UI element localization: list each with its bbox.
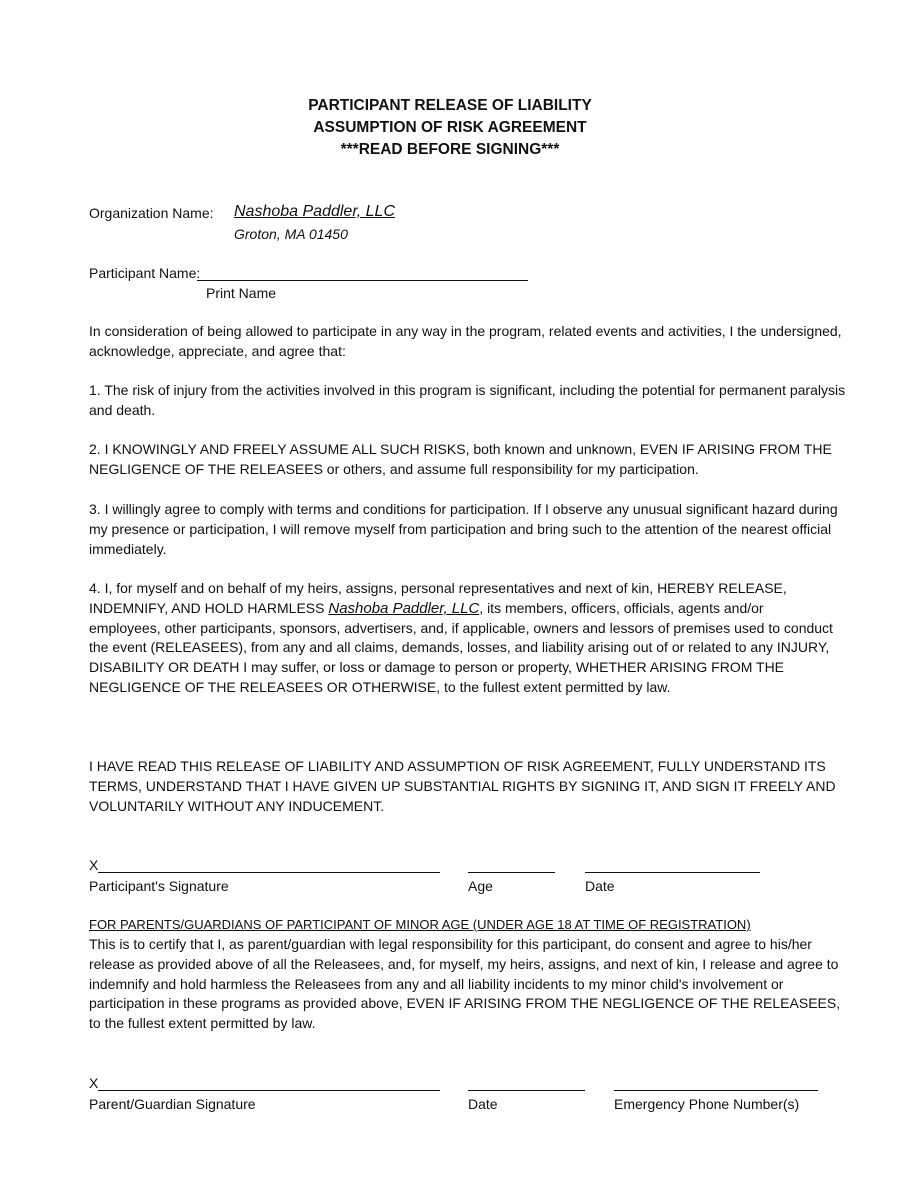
clause-4-line-2 bbox=[89, 599, 819, 619]
acknowledgment-line-2: TERMS, UNDERSTAND THAT I HAVE GIVEN UP SUBSTANTIAL RIGHTS BY SIGNING IT, AND SIGN IT FREELY AND bbox=[89, 777, 836, 794]
clause-2-line-2: NEGLIGENCE OF THE RELEASEES or others, and assume full responsibility for my participation. bbox=[89, 460, 699, 477]
clause-4-line-6: NEGLIGENCE OF THE RELEASEES OR OTHERWISE, to the fullest extent permitted by law. bbox=[89, 678, 671, 695]
clause-4-line-1: 4. I, for myself and on behalf of my heirs, assigns, personal representatives and next of kin, HEREBY RELEASE, bbox=[89, 580, 787, 596]
clause-1 bbox=[89, 381, 846, 421]
organization-location: Groton, MA 01450 bbox=[234, 226, 348, 242]
clause-4-line-4: the event (RELEASEES), from any and all claims, demands, losses, and liability arising out of or related to any INJURY, bbox=[89, 639, 830, 656]
guardian-line-1: This is to certify that I, as parent/guardian with legal responsibility for this participant, do consent and agree to his/her bbox=[89, 936, 812, 952]
title-line-3: ***READ BEFORE SIGNING*** bbox=[340, 141, 560, 158]
guardian-line-3: indemnify and hold harmless the Releasees from any and all liability incidents to my minor child's involvement or bbox=[89, 975, 784, 992]
clause-1-line-2: and death. bbox=[89, 401, 156, 418]
clause-3-line-3: immediately. bbox=[89, 540, 167, 557]
print-name-caption: Print Name bbox=[206, 285, 277, 301]
guardian-signature-caption: Parent/Guardian Signature bbox=[89, 1096, 256, 1112]
acknowledgment-paragraph bbox=[89, 757, 836, 816]
guardian-line-4: participation in these programs as provided above, EVEN IF ARISING FROM THE NEGLIGENCE OF THE RELEASEES, bbox=[89, 995, 841, 1012]
intro-paragraph bbox=[89, 322, 842, 362]
clause-3-line-1: 3. I willingly agree to comply with terms and conditions for participation. If I observe any unusual significant hazard during bbox=[89, 501, 838, 517]
organization-label: Organization Name: bbox=[89, 205, 214, 221]
clause-4-line-5: DISABILITY OR DEATH I may suffer, or loss or damage to person or property, WHETHER ARISING FROM THE bbox=[89, 659, 785, 676]
guardian-line-5: to the fullest extent permitted by law. bbox=[89, 1015, 316, 1032]
clause-1-line-1: 1. The risk of injury from the activities involved in this program is significant, including the potential for permanent paralysis bbox=[89, 382, 846, 398]
participant-date-caption: Date bbox=[585, 878, 615, 894]
form-title bbox=[0, 95, 900, 161]
guardian-paragraph bbox=[89, 935, 841, 1034]
participant-x-mark: X bbox=[89, 857, 99, 873]
guardian-signature-field[interactable] bbox=[98, 1090, 440, 1091]
clause-3-line-2: my presence or participation, I will remove myself from participation and bring such to the attention of the nearest official bbox=[89, 520, 832, 537]
participant-name-label: Participant Name: bbox=[89, 265, 201, 281]
participant-age-field[interactable] bbox=[468, 872, 555, 873]
guardian-date-field[interactable] bbox=[468, 1090, 585, 1091]
clause-4-line-2-before: INDEMNIFY, AND HOLD HARMLESS bbox=[89, 599, 329, 616]
clause-4 bbox=[89, 579, 833, 698]
clause-2 bbox=[89, 440, 832, 480]
participant-name-field[interactable] bbox=[197, 280, 528, 281]
title-line-2: ASSUMPTION OF RISK AGREEMENT bbox=[313, 119, 587, 136]
clause-2-line-1: 2. I KNOWINGLY AND FREELY ASSUME ALL SUCH RISKS, both known and unknown, EVEN IF ARISING FROM THE bbox=[89, 441, 832, 457]
participant-signature-field[interactable] bbox=[98, 872, 440, 873]
clause-4-line-3: employees, other participants, sponsors, advertisers, and, if applicable, owners and lessors of premises used to conduct bbox=[89, 619, 833, 636]
participant-date-field[interactable] bbox=[585, 872, 760, 873]
clause-3 bbox=[89, 500, 838, 559]
guardian-x-mark: X bbox=[89, 1075, 99, 1091]
intro-line-1: In consideration of being allowed to participate in any way in the program, related events and activities, I the undersigned, bbox=[89, 323, 842, 339]
title-line-1: PARTICIPANT RELEASE OF LIABILITY bbox=[308, 97, 592, 114]
acknowledgment-line-3: VOLUNTARILY WITHOUT ANY INDUCEMENT. bbox=[89, 797, 385, 814]
emergency-phone-caption: Emergency Phone Number(s) bbox=[614, 1096, 800, 1112]
clause-4-organization-name: Nashoba Paddler, LLC bbox=[328, 599, 480, 617]
organization-name: Nashoba Paddler, LLC bbox=[234, 203, 395, 220]
guardian-section-heading: FOR PARENTS/GUARDIANS OF PARTICIPANT OF MINOR AGE (UNDER AGE 18 AT TIME OF REGISTRATION) bbox=[89, 917, 751, 932]
clause-4-line-2-after: , its members, officers, officials, agents and/or bbox=[479, 599, 764, 616]
acknowledgment-line-1: I HAVE READ THIS RELEASE OF LIABILITY AND ASSUMPTION OF RISK AGREEMENT, FULLY UNDERSTAND ITS bbox=[89, 758, 826, 774]
participant-age-caption: Age bbox=[468, 878, 493, 894]
intro-line-2: acknowledge, appreciate, and agree that: bbox=[89, 342, 346, 359]
guardian-line-2: release as provided above of all the Releasees, and, for myself, my heirs, assigns, and next of kin, I release and agree to bbox=[89, 955, 839, 972]
participant-signature-caption: Participant's Signature bbox=[89, 878, 229, 894]
guardian-date-caption: Date bbox=[468, 1096, 498, 1112]
emergency-phone-field[interactable] bbox=[614, 1090, 818, 1091]
